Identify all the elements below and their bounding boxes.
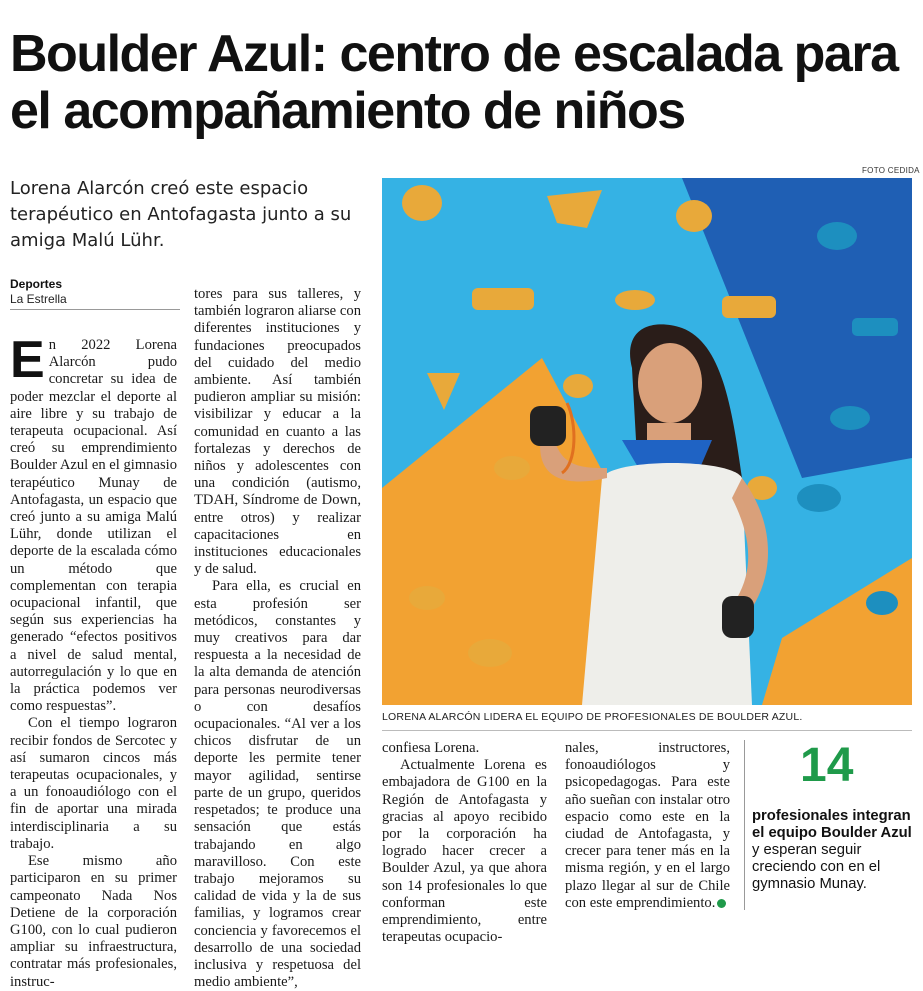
climbing-hold (615, 290, 655, 310)
headline: Boulder Azul: centro de escalada para el acompañamiento de niños (10, 25, 898, 140)
climbing-hold (852, 318, 898, 336)
article-column-4 (565, 740, 730, 912)
glove-left (530, 406, 566, 446)
byline-divider (10, 309, 180, 310)
climbing-hold (468, 639, 512, 667)
photo-credit: FOTO CEDIDA (862, 166, 920, 175)
paragraph: Actualmente Lorena es embajadora de G100 en la Región de Antofagasta y gracias al apoyo recibido por la corporación ha logrado hacer crecer a Boulder Azul, ya que ahora son 14 profesionales lo que conforman este emprendimiento, entre terapeutas ocupacio- (382, 757, 547, 946)
article-column-3 (382, 740, 547, 946)
climbing-hold (676, 200, 712, 232)
section-label: Deportes (10, 277, 63, 291)
fact-bold-text: profesionales integran el equipo Boulder Azul (752, 808, 912, 841)
tank-top (582, 463, 752, 705)
article-column-2 (194, 286, 361, 991)
climbing-hold (472, 288, 534, 310)
photo-climbing-wall (382, 178, 912, 705)
climbing-hold (830, 406, 870, 430)
subhead: Lorena Alarcón creó este espacio terapéutico en Antofagasta junto a su amiga Malú Lühr. (10, 178, 352, 251)
caption-divider (382, 730, 912, 731)
climbing-hold (797, 484, 841, 512)
factbox-divider (744, 740, 745, 910)
paragraph: Para ella, es crucial en esta profesión ser metódicos, constantes y muy creativos para dar respuesta a la necesidad de la alta demanda de atención para personas neurodiversas o con desafíos ocupacionales. “Al ver a los chicos disfrutar de un deporte les permite tener mayor agilidad, sentirse parte de un grupo, queridos respetados; te produce una sensación que estás trabajando en algo maravilloso. Con este trabajo mejoramos su calidad de vida y la de sus familias, y logramos crear conciencia y favorecemos el desarrollo de una sociedad inclusiva y respetuosa del medio ambiente”, (194, 578, 361, 991)
paragraph: Con el tiempo lograron recibir fondos de Sercotec y así sumaron cincos más terapeutas ocupacionales, y a un fonoaudiólogo con el fin de aportar una mirada interdisciplinaria a su trabajo. (10, 715, 177, 852)
climbing-hold (494, 456, 530, 480)
paragraph: Ese mismo año participaron en su primer campeonato Nada Nos Detiene de la corporación G100, con lo cual pudieron ampliar su infraestructura, contratar más profesionales, instruc- (10, 853, 177, 990)
end-mark-icon (717, 899, 726, 908)
climbing-hold (817, 222, 857, 250)
climbing-hold (722, 296, 776, 318)
paragraph: confiesa Lorena. (382, 740, 480, 756)
climbing-hold (409, 586, 445, 610)
glove-right (722, 596, 754, 638)
drop-cap: E (10, 331, 45, 389)
fact-text: y esperan seguir creciendo con en el gymnasio Munay. (752, 842, 881, 892)
paragraph: nales, instructores, fonoaudiólogos y psicopedagogas. Para este año sueñan con instalar otro espacio como este en la ciudad de Antofagasta, y crecer para tener más en la misma región, y en el largo plazo llegar al sur de Chile con este emprendimiento. (565, 740, 730, 911)
face (638, 343, 702, 423)
paragraph: tores para sus talleres, y también lograron aliarse con diferentes instituciones y fundaciones preocupados del cuidado del medio ambiente. Así también pudieron ampliar su misión: visibilizar y educar a la comunidad en cuanto a las fortalezas y derechos de niños y adolescentes con una condición (autismo, TDAH, Síndrome de Down, entre otros) y realizar capacitaciones en instituciones educacionales y de salud. (194, 286, 361, 578)
climbing-hold (402, 185, 442, 221)
climbing-hold (866, 591, 898, 615)
photo-caption: LORENA ALARCÓN LIDERA EL EQUIPO DE PROFESIONALES DE BOULDER AZUL. (382, 711, 803, 723)
source-label: La Estrella (10, 292, 67, 306)
fact-number: 14 (800, 739, 854, 792)
paragraph: En 2022 Lorena Alarcón pudo concretar su idea de poder mezclar el deporte al aire libre y su trabajo de terapeuta ocupacional. Así creó su emprendimiento Boulder Azul en el gimnasio terapéutico Munay de Antofagasta, un espacio que creó junto a su amiga Malú Lühr, donde utilizan el deporte de la escalada cómo un método que complementan con terapia ocupacional infantil, que según sus experiencias ha generado “efectos positivos a nivel de salud mental, autorregulación y lo que en la práctica podemos ver como respuestas”. (10, 331, 177, 715)
climbing-hold (563, 374, 593, 398)
article-column-1 (10, 331, 177, 991)
